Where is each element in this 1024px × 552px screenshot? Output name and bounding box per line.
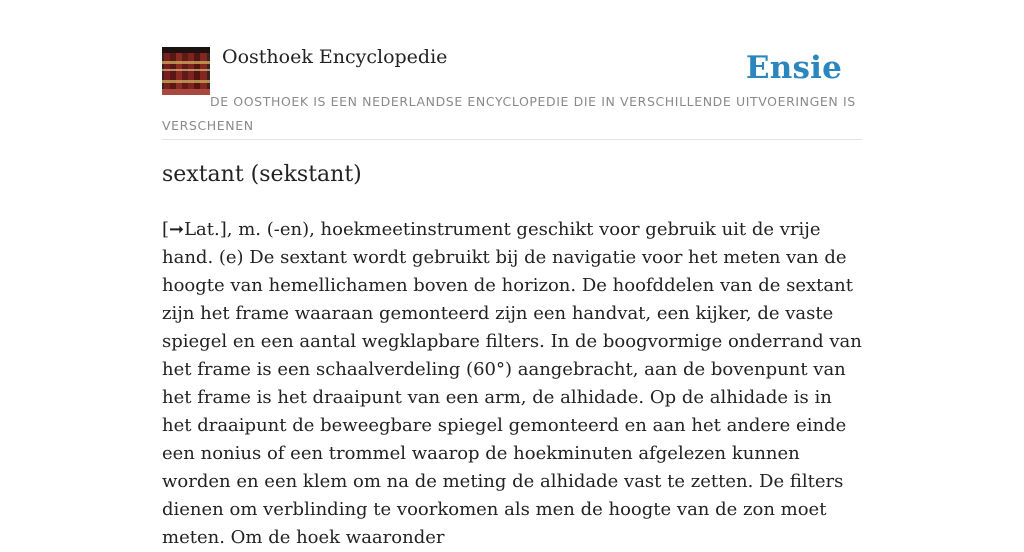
- article-body: [➞Lat.], m. (-en), hoekmeetinstrument geschikt voor gebruik uit de vrije hand. (e) De sextant wordt gebruikt bij de navigatie voor het meten van de hoogte van hemellichamen boven de horizon. De hoofddelen van de sextant zijn het frame waaraan gemonteerd zijn een handvat, een kijker, de vaste spiegel en een aantal wegklapbare filters. In de boogvormige onderrand van het frame is een schaalverdeling (60°) aangebracht, aan de bovenpunt van het frame is het draaipunt van een arm, de alhidade. Op de alhidade is in het draaipunt de beweegbare spiegel gemonteerd en aan het andere einde een nonius of een trommel waarop de hoekminuten afgelezen kunnen worden en een klem om na de meting de alhidade vast te zetten. De filters dienen om verblinding te voorkomen als men de hoogte van de zon moet meten. Om de hoek waaronder: [162, 219, 862, 548]
- ensie-brand-link[interactable]: Ensie: [745, 50, 842, 86]
- page: [162, 0, 862, 548]
- article-title: sextant (sekstant): [162, 162, 362, 187]
- site-title-link[interactable]: Oosthoek Encyclopedie: [222, 46, 448, 68]
- site-header: [162, 0, 862, 140]
- encyclopedia-books-icon[interactable]: [162, 47, 210, 95]
- site-tagline: DE OOSTHOEK IS EEN NEDERLANDSE ENCYCLOPEDIE DIE IN VERSCHILLENDE UITVOERINGEN IS VERSCHENEN: [162, 94, 856, 133]
